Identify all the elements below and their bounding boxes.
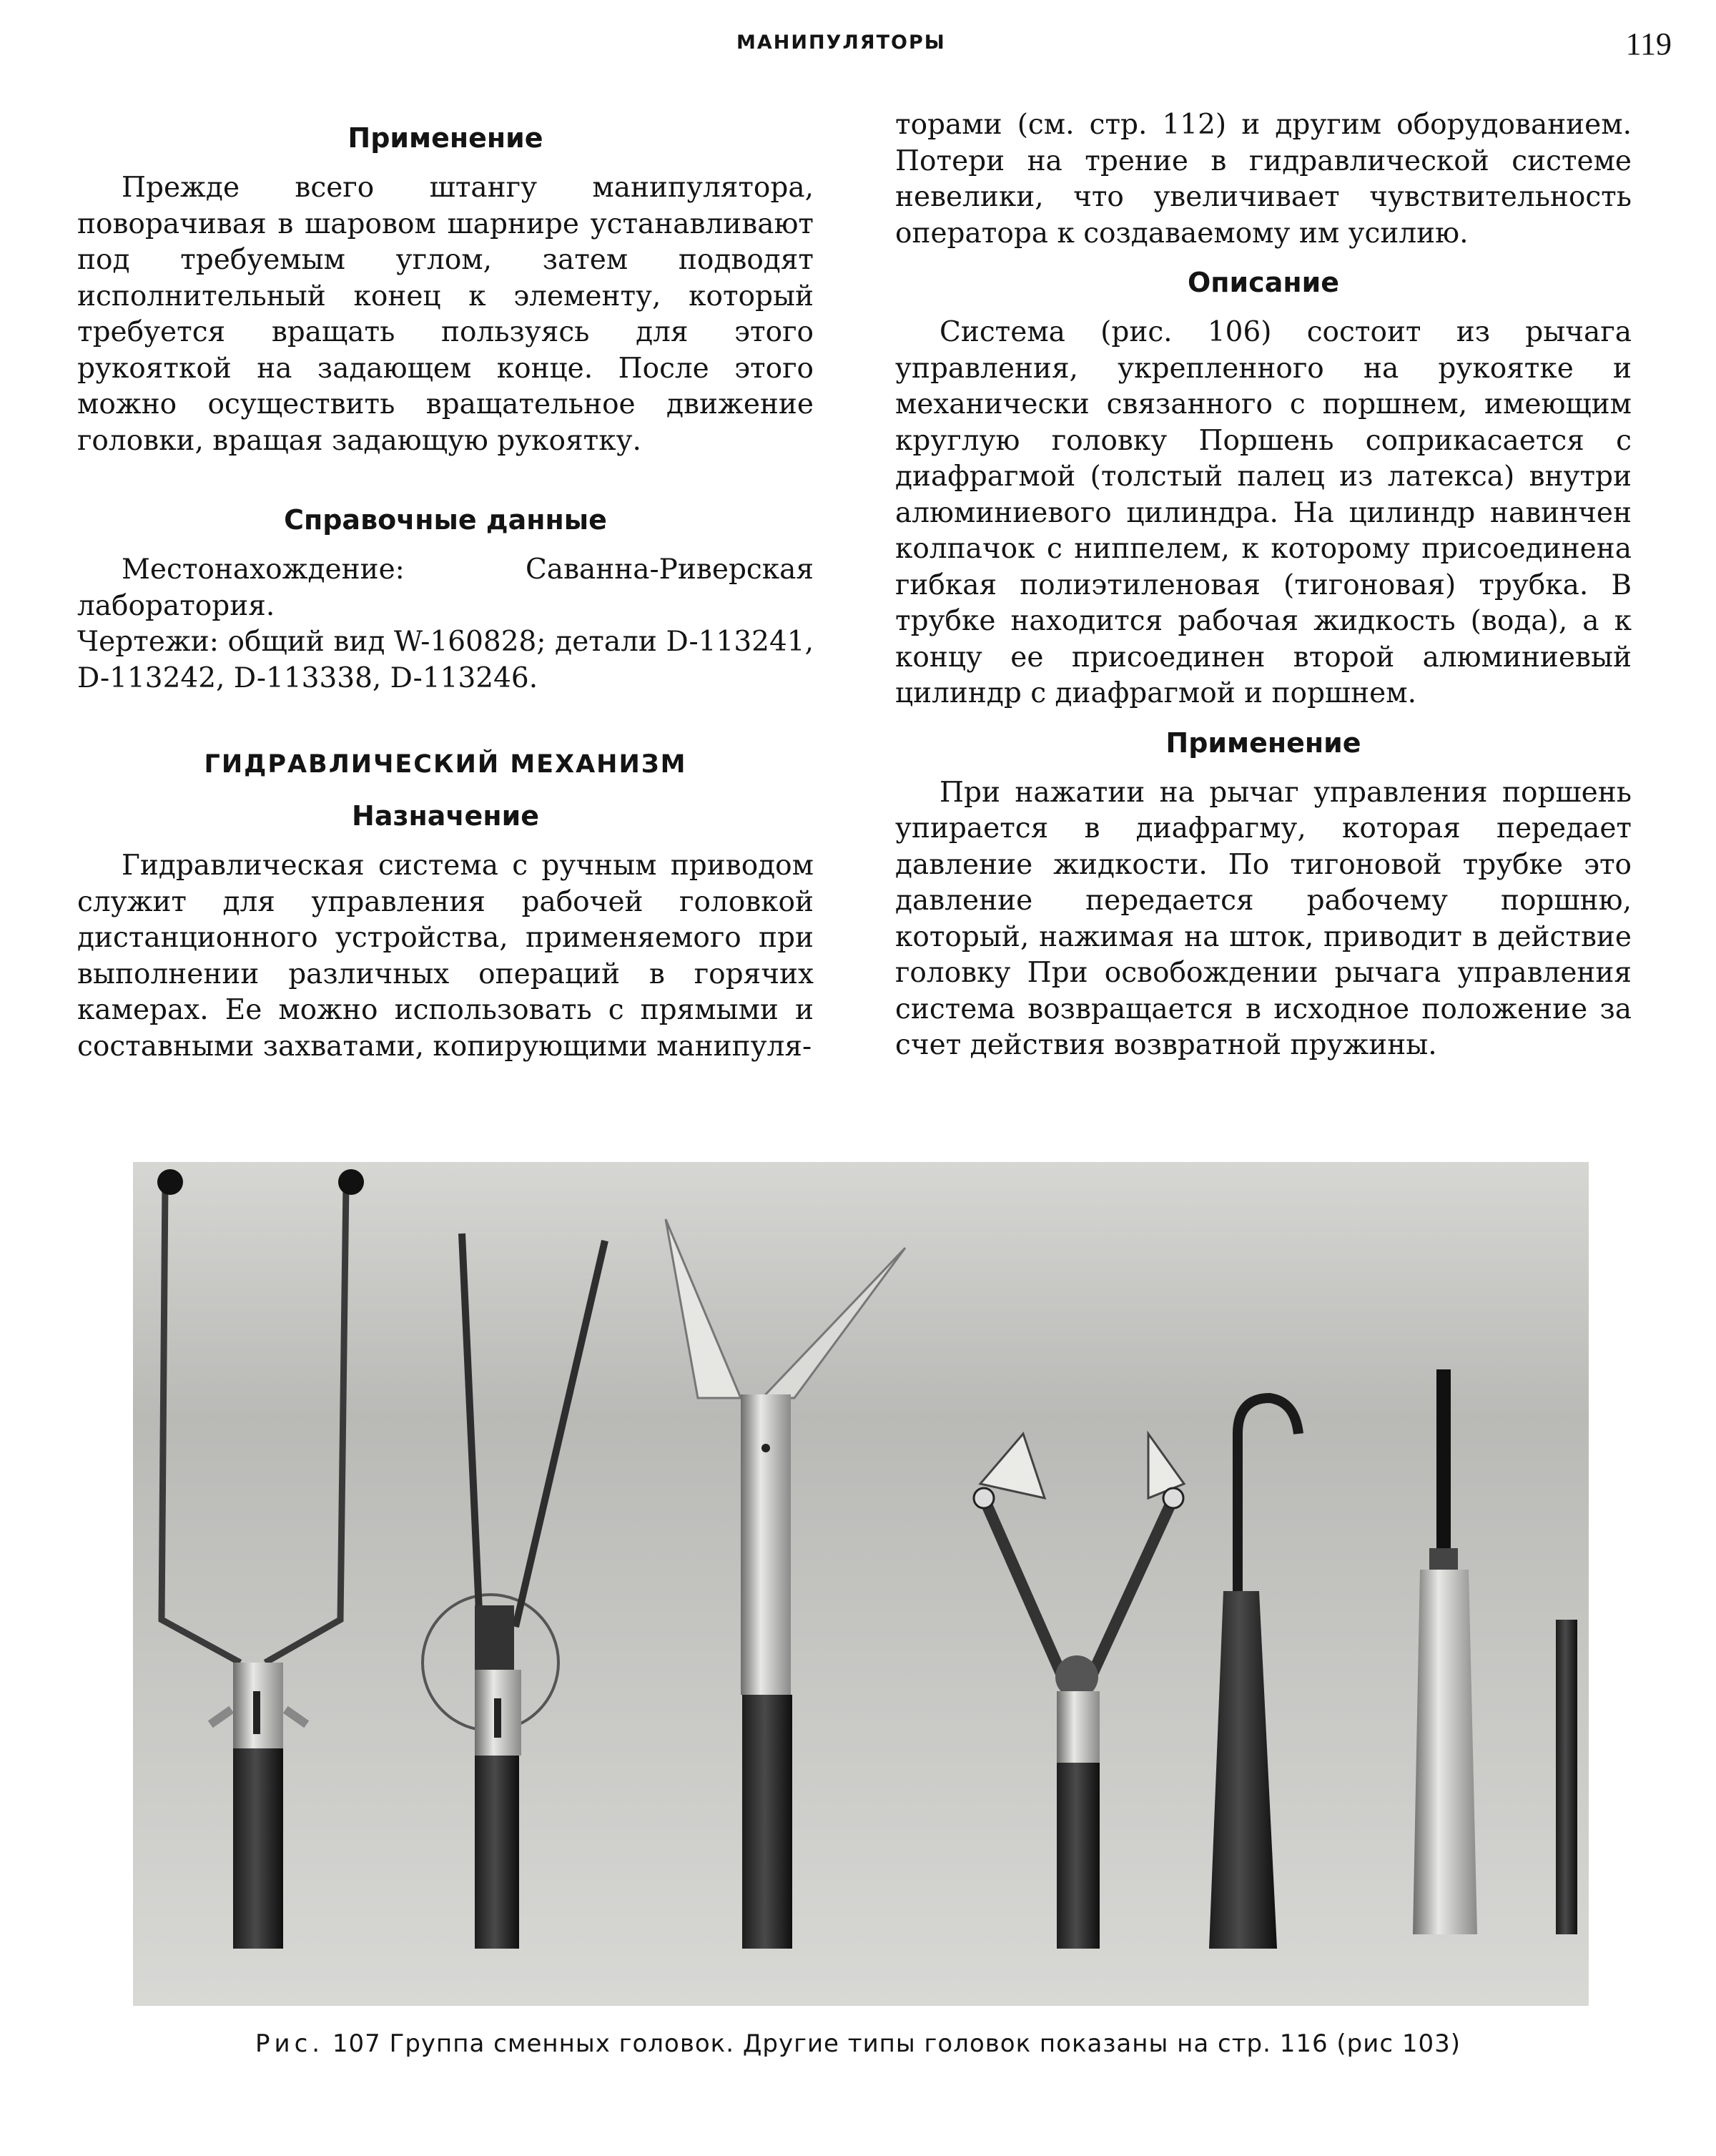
application-paragraph-right: При нажатии на рычаг управления поршень упирается в диафрагму, которая передает давление жидкости. По тигоновой трубке это давление передается рабочему поршню, который, нажимая на шток, приводит в действие головку При освобождении рычага управления система возвращается в исходное положение за счет действия возвратной пружины.	[895, 776, 1632, 1061]
heading-description: Описание	[1187, 267, 1339, 298]
left-column	[77, 107, 814, 1065]
partial-tool-head	[1556, 1620, 1577, 1934]
heading-application-right: Применение	[1165, 727, 1361, 759]
application-paragraph-left: Прежде всего штангу манипулятора, поворачивая в шаровом шарнире устанавливают под требуемым углом, затем подводят исполнительный конец к элементу, который требуется вращать пользуясь для этого рукояткой на задающем конце. После этого можно осуществить вращательное движение головки, вращая задающую рукоятку.	[77, 172, 814, 457]
tool-heads-photo	[133, 1162, 1589, 2006]
reference-location: Местонахождение: Саванна-Риверская лаборатория.	[77, 553, 814, 622]
caption-abbr: Рис.	[255, 2029, 325, 2058]
heading-application-left: Применение	[347, 122, 543, 154]
purpose-paragraph: Гидравлическая система с ручным приводом служит для управления рабочей головкой дистанционного устройства, применяемого при выполнении различных операций в горячих камерах. Ее можно использовать с прямыми и составными захватами, копирующими манипуля-	[77, 850, 814, 1063]
description-paragraph: Система (рис. 106) состоит из рычага управления, укрепленного на рукоятке и механически связанного с поршнем, имеющим круглую головку Поршень соприкасается с диафрагмой (толстый палец из латекса) внутри алюминиевого цилиндра. На цилиндр навинчен колпачок с ниппелем, к которому присоединена гибкая полиэтиленовая (тигоновая) трубка. В трубке находится рабочая жидкость (вода), а к концу ее присоединен второй алюминиевый цилиндр с диафрагмой и поршнем.	[895, 316, 1632, 709]
continued-paragraph: торами (см. стр. 112) и другим оборудованием. Потери на трение в гидравлической системе невелики, что увеличивает чувствительность оператора к создаваемому им усилию.	[895, 109, 1632, 250]
heading-purpose: Назначение	[352, 800, 539, 832]
right-column	[895, 107, 1632, 1064]
running-head	[0, 26, 1716, 69]
page-number: 119	[1625, 26, 1672, 61]
running-title: МАНИПУЛЯТОРЫ	[736, 31, 946, 54]
heading-reference: Справочные данные	[284, 504, 607, 536]
caption-text: 107 Группа сменных головок. Другие типы головок показаны на стр. 116 (рис 103)	[332, 2029, 1461, 2058]
reference-drawings: Чертежи: общий вид W-160828; детали D-113241, D-113242, D-113338, D-113246.	[77, 626, 814, 694]
figure-caption	[0, 2029, 1716, 2058]
section-title: ГИДРАВЛИЧЕСКИЙ МЕХАНИЗМ	[204, 750, 687, 779]
